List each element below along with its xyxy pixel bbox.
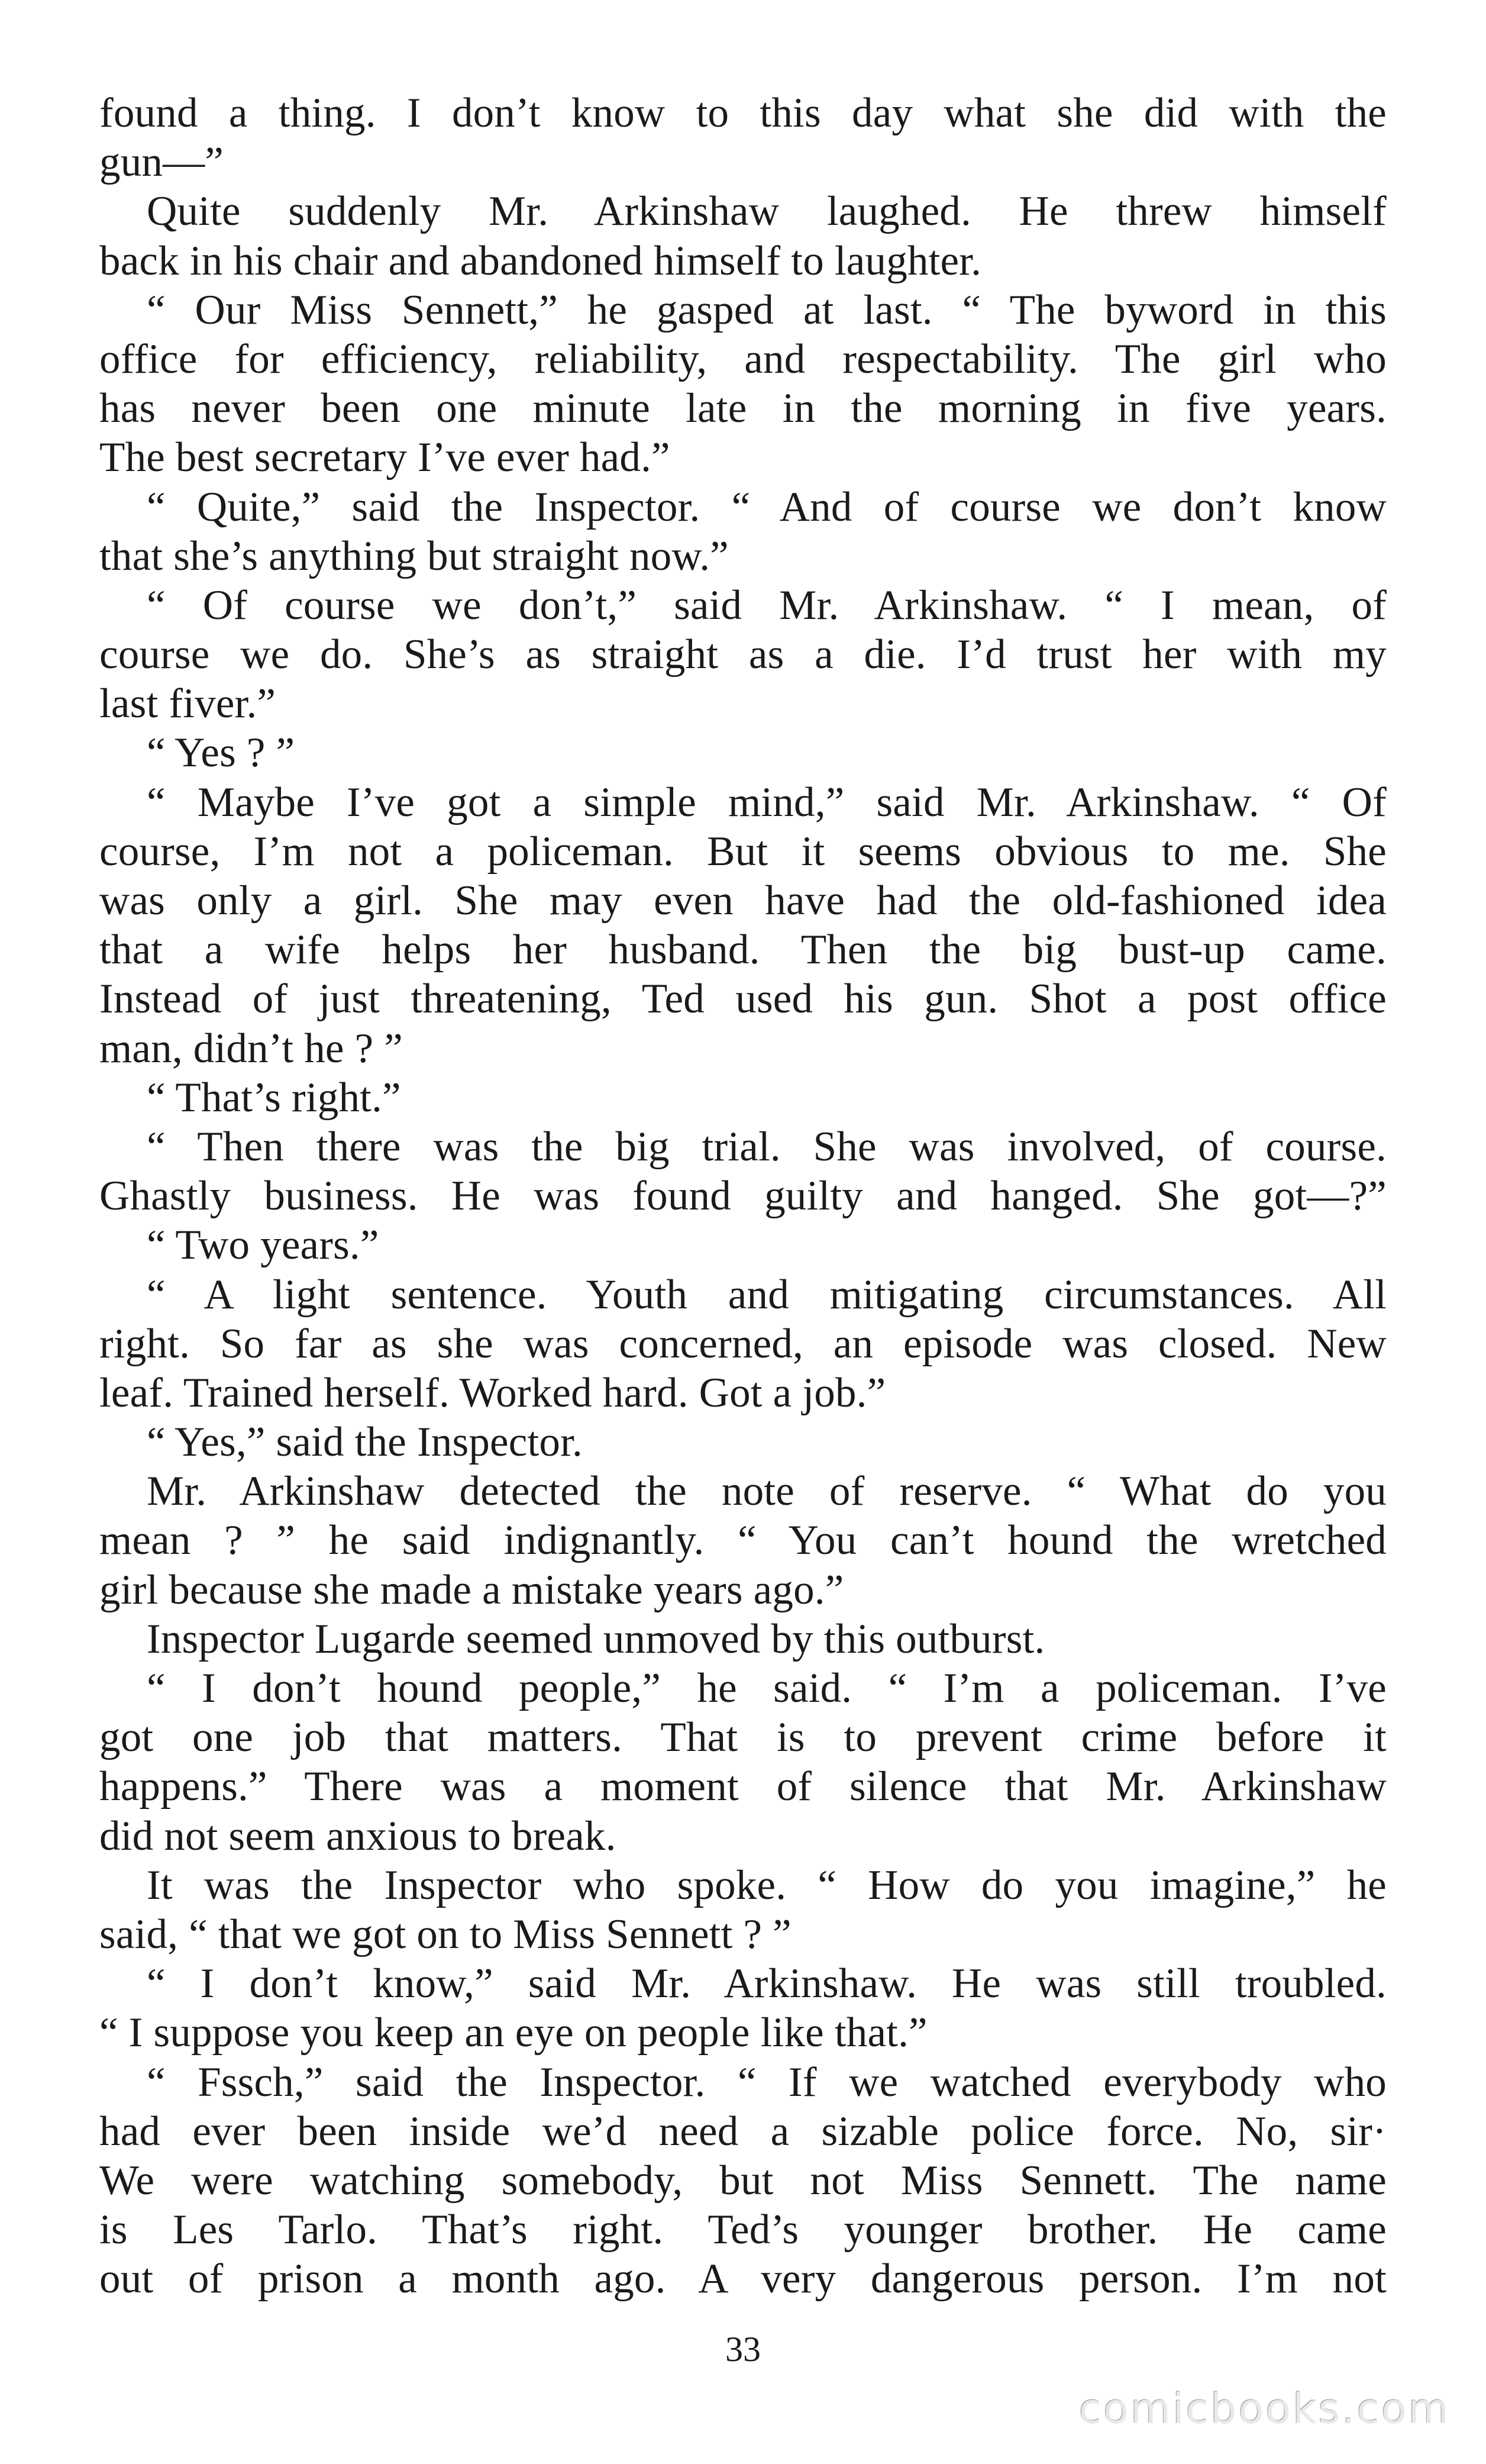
page-text	[99, 89, 1387, 2304]
text-line: mean ? ” he said indignantly. “ You can’t hound the wretched	[99, 1517, 1387, 1564]
text-line: was only a girl. She may even have had the old-fashioned idea	[99, 878, 1387, 924]
text-line: course, I’m not a policeman. But it seems obvious to me. She	[99, 828, 1387, 875]
watermark-logo: comicbooks.com	[1078, 2385, 1451, 2433]
text-line: man, didn’t he ? ”	[99, 1025, 403, 1072]
text-line: said, “ that we got on to Miss Sennett ? ”	[99, 1911, 792, 1957]
text-line: last fiver.”	[99, 680, 276, 727]
text-line: “ I don’t know,” said Mr. Arkinshaw. He was still troubled.	[147, 1960, 1387, 2007]
text-line: “ I don’t hound people,” he said. “ I’m a policeman. I’ve	[147, 1665, 1387, 1711]
text-line: “ Of course we don’t,” said Mr. Arkinshaw. “ I mean, of	[147, 582, 1387, 628]
text-line: We were watching somebody, but not Miss Sennett. The name	[99, 2157, 1387, 2204]
text-line: Instead of just threatening, Ted used his gun. Shot a post office	[99, 976, 1387, 1023]
text-line: that a wife helps her husband. Then the big bust-up came.	[99, 927, 1387, 973]
text-line: leaf. Trained herself. Worked hard. Got a job.”	[99, 1369, 886, 1416]
text-line: “ Fssch,” said the Inspector. “ If we watched everybody who	[147, 2059, 1387, 2105]
text-line: gun—”	[99, 139, 224, 186]
text-line: found a thing. I don’t know to this day what she did with the	[99, 90, 1387, 136]
text-line: It was the Inspector who spoke. “ How do you imagine,” he	[147, 1862, 1387, 1908]
text-line: got one job that matters. That is to prevent crime before it	[99, 1714, 1387, 1761]
text-line: “ Two years.”	[147, 1222, 379, 1269]
text-line: had ever been inside we’d need a sizable police force. No, sir·	[99, 2108, 1387, 2155]
text-line: happens.” There was a moment of silence that Mr. Arkinshaw	[99, 1763, 1387, 1810]
text-line: The best secretary I’ve ever had.”	[99, 434, 670, 481]
text-line: “ That’s right.”	[147, 1074, 401, 1121]
text-line: course we do. She’s as straight as a die. I’d trust her with my	[99, 631, 1387, 678]
text-line: is Les Tarlo. That’s right. Ted’s younger brother. He came	[99, 2207, 1387, 2253]
text-line: Inspector Lugarde seemed unmoved by this outburst.	[147, 1615, 1045, 1662]
text-line: has never been one minute late in the morning in five years.	[99, 385, 1387, 432]
text-line: office for efficiency, reliability, and respectability. The girl who	[99, 336, 1387, 382]
text-line: girl because she made a mistake years ago.”	[99, 1566, 844, 1613]
text-line: “ Yes ? ”	[147, 730, 295, 776]
page-number: 33	[725, 2330, 761, 2369]
text-line: “ Then there was the big trial. She was involved, of course.	[147, 1123, 1387, 1170]
text-line: did not seem anxious to break.	[99, 1812, 616, 1859]
text-line: “ Our Miss Sennett,” he gasped at last. “ The byword in this	[147, 286, 1387, 333]
text-line: back in his chair and abandoned himself to laughter.	[99, 237, 982, 284]
text-line: “ I suppose you keep an eye on people like that.”	[99, 2010, 928, 2056]
text-line: Mr. Arkinshaw detected the note of reserve. “ What do you	[147, 1468, 1387, 1515]
text-line: “ Yes,” said the Inspector.	[147, 1419, 583, 1466]
text-line: “ A light sentence. Youth and mitigating circumstances. All	[147, 1271, 1387, 1318]
text-line: “ Maybe I’ve got a simple mind,” said Mr. Arkinshaw. “ Of	[147, 779, 1387, 825]
text-line: “ Quite,” said the Inspector. “ And of course we don’t know	[147, 483, 1387, 530]
text-line: right. So far as she was concerned, an episode was closed. New	[99, 1320, 1387, 1367]
text-line: Quite suddenly Mr. Arkinshaw laughed. He threw himself	[147, 188, 1387, 235]
text-line: Ghastly business. He was found guilty and hanged. She got—?”	[99, 1173, 1387, 1220]
text-line: out of prison a month ago. A very dangerous person. I’m not	[99, 2256, 1387, 2302]
text-line: that she’s anything but straight now.”	[99, 533, 729, 579]
